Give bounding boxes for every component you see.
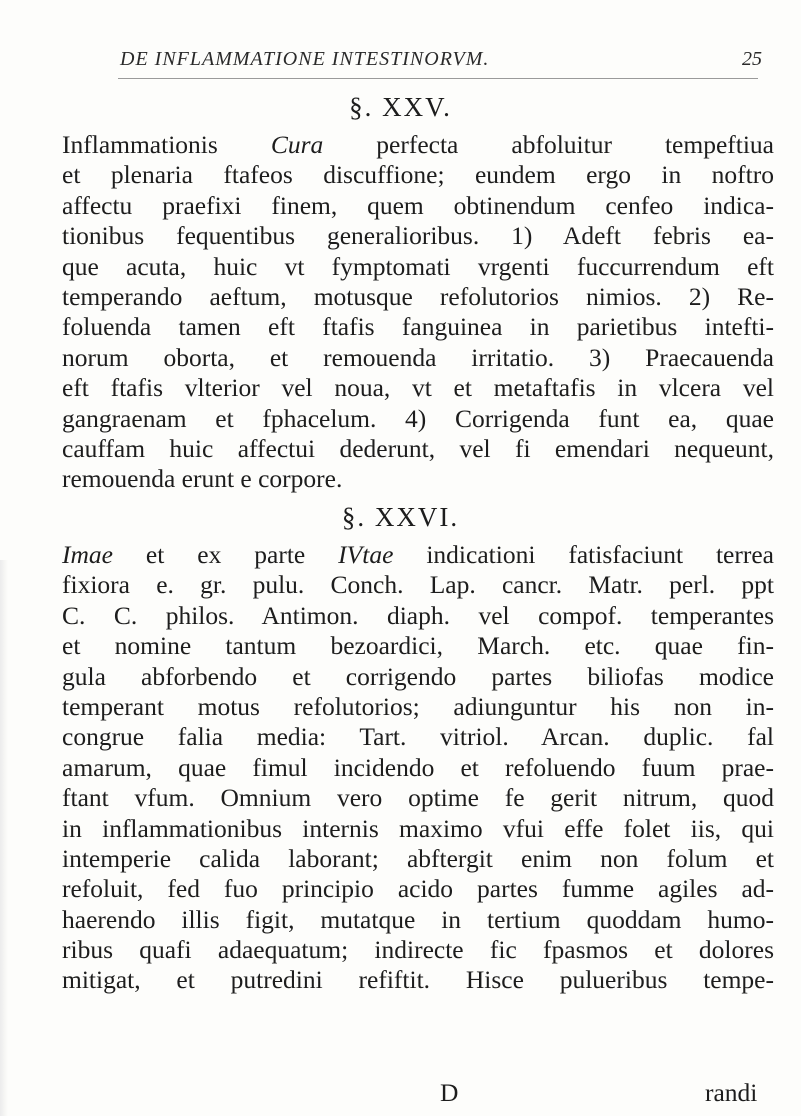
text-line: ribus quafi adaequatum; indirecte fic fpasmos et dolores bbox=[62, 935, 774, 965]
text-line: Inflammationis Cura perfecta abfoluitur tempeftiua bbox=[62, 130, 774, 159]
text-line: et plenaria ftafeos discuffione; eundem ergo in noftro bbox=[62, 160, 774, 190]
text-line: cauffam huic affectui dederunt, vel fi emendari nequeunt, bbox=[62, 433, 774, 463]
text-line: tionibus fequentibus generalioribus. 1) Adeft febris ea- bbox=[62, 221, 774, 251]
text-line: eft ftafis vlterior vel noua, vt et metaftafis in vlcera vel bbox=[62, 373, 774, 403]
text-line: intemperie calida laborant; abftergit enim non folum et bbox=[62, 843, 774, 873]
text-line: temperant motus refolutorios; adiunguntur his non in- bbox=[62, 691, 774, 721]
text-line: ftant vfum. Omnium vero optime fe gerit nitrum, quod bbox=[62, 783, 774, 813]
section-25-text bbox=[62, 130, 774, 495]
text-line: Imae et ex parte IVtae indicationi fatisfaciunt terrea bbox=[62, 540, 774, 569]
signature-mark: D bbox=[440, 1078, 459, 1107]
text-line: foluenda tamen eft ftafis fanguinea in parietibus intefti- bbox=[62, 312, 774, 342]
header-rule bbox=[118, 78, 758, 79]
text-line: mitigat, et putredini refiftit. Hisce pulueribus tempe- bbox=[62, 965, 774, 995]
text-line: affectu praefixi finem, quem obtinendum cenfeo indica- bbox=[62, 190, 774, 220]
text-line: in inflammationibus internis maximo vfui effe folet iis, qui bbox=[62, 813, 774, 843]
section-heading-26: §. XXVI. bbox=[341, 502, 460, 532]
text-line: congrue falia media: Tart. vitriol. Arcan. duplic. fal bbox=[62, 722, 774, 752]
text-line: C. C. philos. Antimon. diaph. vel compof. temperantes bbox=[62, 600, 774, 630]
page-number: 25 bbox=[742, 48, 762, 70]
gutter-shadow bbox=[0, 560, 8, 1116]
running-head: DE INFLAMMATIONE INTESTINORVM. bbox=[120, 48, 490, 70]
text-line: norum oborta, et remouenda irritatio. 3) Praecauenda bbox=[62, 342, 774, 372]
text-line: remouenda erunt e corpore. bbox=[62, 464, 343, 494]
text-line: refoluit, fed fuo principio acido partes fumme agiles ad- bbox=[62, 874, 774, 904]
text-line: haerendo illis figit, mutatque in tertium quoddam humo- bbox=[62, 904, 774, 934]
text-line: amarum, quae fimul incidendo et refoluendo fuum prae- bbox=[62, 752, 774, 782]
text-line: gangraenam et fphacelum. 4) Corrigenda funt ea, quae bbox=[62, 403, 774, 433]
text-line: que acuta, huic vt fymptomati vrgenti fuccurrendum eft bbox=[62, 251, 774, 281]
text-line: fixiora e. gr. pulu. Conch. Lap. cancr. Matr. perl. ppt bbox=[62, 570, 774, 600]
text-line: temperando aeftum, motusque refolutorios nimios. 2) Re- bbox=[62, 281, 774, 311]
section-heading-25: §. XXV. bbox=[349, 92, 452, 122]
text-line: et nomine tantum bezoardici, March. etc. quae fin- bbox=[62, 631, 774, 661]
text-line: gula abforbendo et corrigendo partes biliofas modice bbox=[62, 661, 774, 691]
catchword: randi bbox=[705, 1078, 758, 1107]
section-26-text bbox=[62, 540, 774, 996]
